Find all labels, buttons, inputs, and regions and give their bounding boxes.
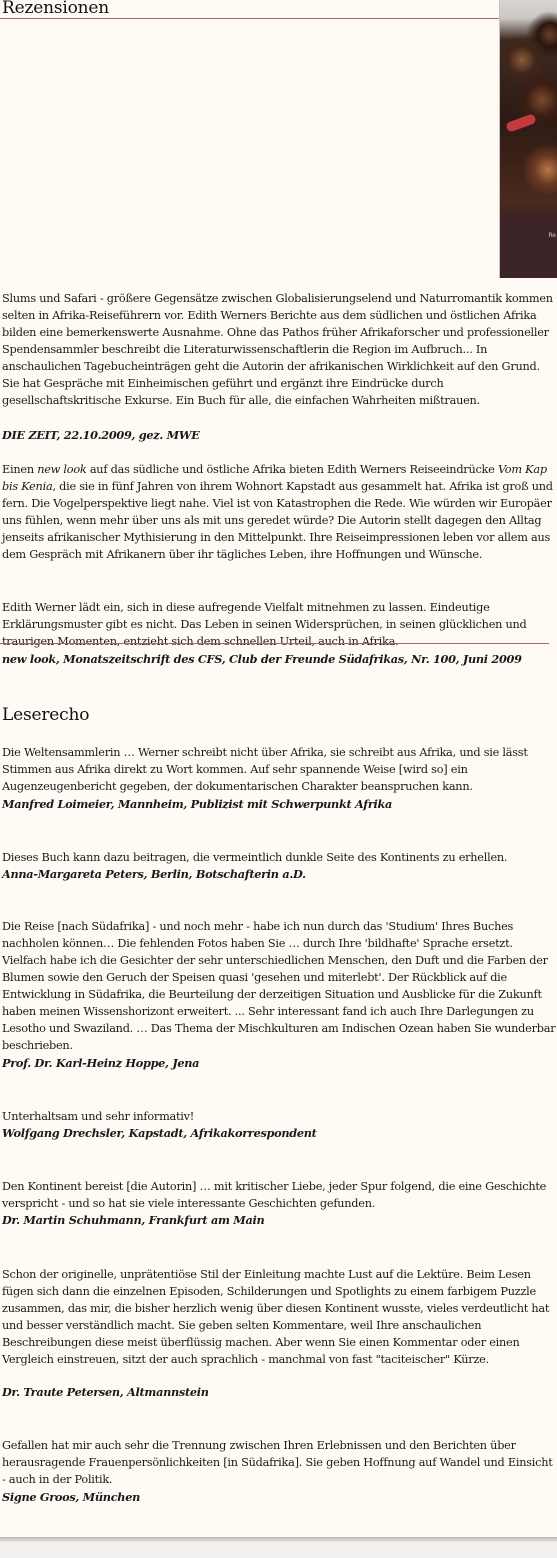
reader-name: Manfred Loimeier, Mannheim, Publizist mit Schwerpunkt Afrika bbox=[2, 797, 393, 811]
page-bottom-shadow bbox=[0, 1537, 557, 1542]
reviews-heading: Rezensionen bbox=[2, 0, 109, 18]
reader-name: Dr. Traute Petersen, Altmannstein bbox=[2, 1385, 209, 1399]
reader-comment: Den Kontinent bereist [die Autorin] … mit kritischer Liebe, jeder Spur folgend, die eine Geschichte verspricht - und so hat sie viele interessante Geschichten gefunden. bbox=[2, 1180, 547, 1210]
reader-name: Anna-Margareta Peters, Berlin, Botschafterin a.D. bbox=[2, 867, 306, 881]
review-source: DIE ZEIT, 22.10.2009, gez. MWE bbox=[2, 428, 200, 442]
book-title: Vom Kap bis Kenia bbox=[2, 463, 547, 493]
reader-name: Dr. Martin Schuhmann, Frankfurt am Main bbox=[2, 1213, 265, 1227]
reviews-heading-rule bbox=[0, 18, 499, 19]
magazine-title: new look bbox=[37, 463, 87, 476]
reader-comment: Dieses Buch kann dazu beitragen, die vermeintlich dunkle Seite des Kontinents zu erhellen. bbox=[2, 851, 508, 864]
cover-text: Re bbox=[548, 232, 556, 239]
review-source: new look, Monatszeitschrift des CFS, Club der Freunde Südafrikas, Nr. 100, Juni 2009 bbox=[2, 652, 522, 666]
review-divider bbox=[0, 643, 549, 644]
reader-name: Wolfgang Drechsler, Kapstadt, Afrikakorrespondent bbox=[2, 1126, 317, 1140]
cover-bottom-panel bbox=[500, 222, 557, 278]
reader-echo-heading: Leserecho bbox=[2, 705, 90, 725]
book-cover-image bbox=[499, 0, 557, 278]
reader-name: Prof. Dr. Karl-Heinz Hoppe, Jena bbox=[2, 1056, 200, 1070]
reader-comment: Die Weltensammlerin … Werner schreibt nicht über Afrika, sie schreibt aus Afrika, und sie lässt Stimmen aus Afrika direkt zu Wort kommen. Auf sehr spannende Weise [wird so] ein Augenzeugenbericht gegeben, der dokumentarischen Charakter beanspruchen kann. bbox=[2, 746, 528, 793]
cover-photo bbox=[500, 0, 557, 222]
review-text: Edith Werner lädt ein, sich in diese aufregende Vielfalt mitnehmen zu lassen. Eindeutige Erklärungsmuster gibt es nicht. Das Leben in seinen Widersprüchen, in seinen glücklichen und traurigen Momenten, entzieht sich dem schnellen Urteil, auch in Afrika. bbox=[2, 601, 527, 648]
reader-name: Signe Groos, München bbox=[2, 1490, 141, 1504]
reader-comment: Die Reise [nach Südafrika] - und noch mehr - habe ich nun durch das 'Studium' Ihres Buches nachholen können… Die fehlenden Fotos haben Sie … durch Ihre 'bildhafte' Sprache ersetzt. Vielfach habe ich die Gesichter der sehr unterschiedlichen Menschen, den Duft und die Farben der Blumen sowie den Geruch der Speisen quasi 'gesehen und miterlebt'. Der Rückblick auf die Entwicklung in Südafrika, die Beurteilung der derzeitigen Situation und Ausblicke für die Zukunft haben meinen Wissenshorizont erweitert. ... Sehr interessant fand ich auch Ihre Darlegungen zu Lesotho und Swaziland. … Das Thema der Mischkulturen am Indischen Ozean haben Sie wunderbar beschrieben. bbox=[2, 920, 556, 1052]
review-text: Einen new look auf das südliche und östliche Afrika bieten Edith Werners Reiseeindrücke Vom Kap bis Kenia, die sie in fünf Jahren von ihrem Wohnort Kapstadt aus gesammelt hat. Afrika ist groß und fern. Die Vogelperspektive liegt nahe. Viel ist von Katastrophen die Rede. Wie würden wir Europäer uns fühlen, wenn mehr über uns als mit uns geredet würde? Die Autorin stellt dagegen den Alltag jenseits afrikanischer Mythisierung in den Mittelpunkt. Ihre Reiseimpressionen leben vor allem aus dem Gespräch mit Afrikanern über ihr tägliches Leben, ihre Hoffnungen und Wünsche. bbox=[2, 463, 553, 561]
review-text: Slums und Safari - größere Gegensätze zwischen Globalisierungselend und Naturromantik kommen selten in Afrika-Reiseführern vor. Edith Werners Berichte aus dem südlichen und östlichen Afrika bilden eine bemerkenswerte Ausnahme. Ohne das Pathos früher Afrikaforscher und professioneller Spendensammler beschreibt die Literaturwissenschaftlerin die Region im Aufbruch... In anschaulichen Tagebucheinträgen geht die Autorin der afrikanischen Wirklichkeit auf den Grund. Sie hat Gespräche mit Einheimischen geführt und ergänzt ihre Eindrücke durch gesellschaftskritische Exkurse. Ein Buch für alle, die einfachen Wahrheiten mißtrauen. bbox=[2, 292, 553, 407]
reader-comment: Schon der originelle, unprätentiöse Stil der Einleitung machte Lust auf die Lektüre. Beim Lesen fügen sich dann die einzelnen Episoden, Schilderungen und Spotlights zu einem farbigem Puzzle zusammen, das mir, die bisher herzlich wenig über diesen Kontinent wusste, vieles verdeutlicht hat und besser verständlich macht. Sie geben selten Kommentare, weil Ihre anschaulichen Beschreibungen diese meist überflüssig machen. Aber wenn Sie einen Kommentar oder einen Vergleich einstreuen, sitzt der auch sprachlich - manchmal von fast "taciteischer" Kürze. bbox=[2, 1268, 550, 1366]
reader-comment: Unterhaltsam und sehr informativ! bbox=[2, 1110, 195, 1123]
reader-comment: Gefallen hat mir auch sehr die Trennung zwischen Ihren Erlebnissen und den Berichten über herausragende Frauenpersönlichkeiten [in Südafrika]. Sie geben Hoffnung auf Wandel und Einsicht - auch in der Politik. bbox=[2, 1439, 553, 1486]
